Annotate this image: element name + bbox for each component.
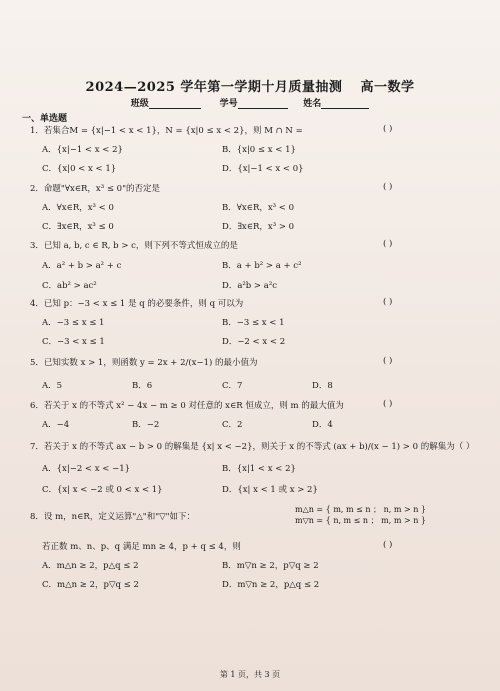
q7-option-c: C．{x| x < −2 或 0 < x < 1} — [42, 485, 163, 495]
q2-option-a: A．∀x∈R，x³ < 0 — [42, 203, 114, 213]
q1-option-c: C．{x|0 < x < 1} — [42, 164, 117, 174]
q4-option-a: A．−3 ≤ x ≤ 1 — [42, 318, 105, 328]
q5-option-d: D．8 — [312, 381, 333, 391]
page-title — [0, 76, 500, 95]
q3-option-c: C．ab² > ac² — [42, 281, 97, 291]
q4-option-c: C．−3 < x ≤ 1 — [42, 337, 105, 347]
answer-slot-2[interactable]: ( ) — [383, 182, 393, 192]
definition-triangle: m△n = { m, m ≤ n ； n, m > n } — [295, 505, 426, 514]
question-6: 6．若关于 x 的不等式 x² − 4x − m ≥ 0 对任意的 x∈R 恒成立，则 m 的最大值为 — [30, 401, 344, 411]
q1-option-b: B．{x|0 ≤ x < 1} — [222, 145, 296, 155]
q4-option-d: D．−2 < x < 2 — [222, 337, 286, 347]
q1-option-a: A．{x|−1 < x < 2} — [42, 145, 123, 155]
exam-title: 2024—2025 学年第一学期十月质量抽测 — [85, 80, 343, 95]
question-3: 3．已知 a, b, c ∈ R, b > c，则下列不等式恒成立的是 — [30, 241, 238, 251]
class-label: 班级 — [130, 99, 149, 109]
exam-subject: 高一数学 — [360, 80, 415, 95]
q6-option-a: A．−4 — [42, 420, 70, 430]
student-info-line — [0, 96, 500, 109]
q5-option-b: B．6 — [132, 381, 153, 391]
q7-option-b: B．{x|1 < x < 2} — [222, 464, 296, 474]
q5-option-c: C．7 — [222, 381, 243, 391]
answer-slot-5[interactable]: ( ) — [383, 356, 393, 366]
q7-option-d: D．{x| x < 1 或 x > 2} — [222, 485, 318, 495]
answer-slot-8[interactable]: ( ) — [383, 540, 393, 550]
name-blank[interactable] — [321, 99, 369, 109]
q4-option-b: B．−3 ≤ x < 1 — [222, 318, 285, 328]
q2-option-c: C．∃x∈R，x³ ≤ 0 — [42, 222, 114, 232]
question-1: 1．若集合M = {x|−1 < x < 1}，N = {x|0 ≤ x < 2}，则 M ∩ N = — [30, 126, 303, 136]
q6-option-d: D．4 — [312, 420, 333, 430]
q6-option-c: C．2 — [222, 420, 243, 430]
q3-option-d: D．a²b > a²c — [222, 281, 277, 291]
q7-option-a: A．{x|−2 < x < −1} — [42, 464, 131, 474]
question-8-condition: 若正数 m、n、p、q 满足 mn ≥ 4，p + q ≤ 4，则 — [42, 542, 241, 552]
answer-slot-6[interactable]: ( ) — [383, 399, 393, 409]
name-label: 姓名 — [303, 99, 322, 109]
question-8: 8．设 m，n∈R，定义运算"△"和"▽"如下： — [30, 512, 196, 522]
q1-option-d: D．{x|−1 < x < 0} — [222, 164, 304, 174]
class-blank[interactable] — [149, 99, 201, 109]
q8-option-b: B．m▽n ≥ 2，p▽q ≥ 2 — [222, 561, 319, 571]
page-footer: 第 1 页，共 3 页 — [219, 670, 281, 679]
id-label: 学号 — [219, 99, 238, 109]
question-2: 2．命题"∀x∈R，x³ ≤ 0"的否定是 — [30, 184, 160, 194]
q3-option-b: B．a + b² > a + c² — [222, 261, 302, 271]
id-blank[interactable] — [238, 99, 288, 109]
section-heading: 一、单选题 — [22, 114, 68, 124]
question-7: 7．若关于 x 的不等式 ax − b > 0 的解集是 {x| x < −2}，则关于 x 的不等式 (ax + b)/(x − 1) > 0 的解集为（ ） — [30, 442, 475, 452]
q5-option-a: A．5 — [42, 381, 63, 391]
q3-option-a: A．a² + b > a² + c — [42, 261, 122, 271]
definition-nabla: m▽n = { n, m ≤ n ； m, m > n } — [295, 516, 426, 525]
answer-slot-3[interactable]: ( ) — [383, 239, 393, 249]
answer-slot-4[interactable]: ( ) — [383, 297, 393, 307]
answer-slot-1[interactable]: ( ) — [383, 124, 393, 134]
q8-option-a: A．m△n ≥ 2，p△q ≤ 2 — [42, 561, 139, 571]
q8-option-d: D．m▽n ≥ 2，p△q ≤ 2 — [222, 580, 320, 590]
question-5: 5．已知实数 x > 1，则函数 y = 2x + 2/(x−1) 的最小值为 — [30, 358, 258, 368]
question-4: 4．已知 p：−3 < x ≤ 1 是 q 的必要条件，则 q 可以为 — [30, 299, 244, 309]
q2-option-b: B．∀x∈R，x³ < 0 — [222, 203, 294, 213]
q8-option-c: C．m△n ≥ 2，p▽q ≤ 2 — [42, 580, 139, 590]
operation-definitions — [295, 504, 426, 526]
q2-option-d: D．∃x∈R，x³ > 0 — [222, 222, 295, 232]
q6-option-b: B．−2 — [132, 420, 160, 430]
